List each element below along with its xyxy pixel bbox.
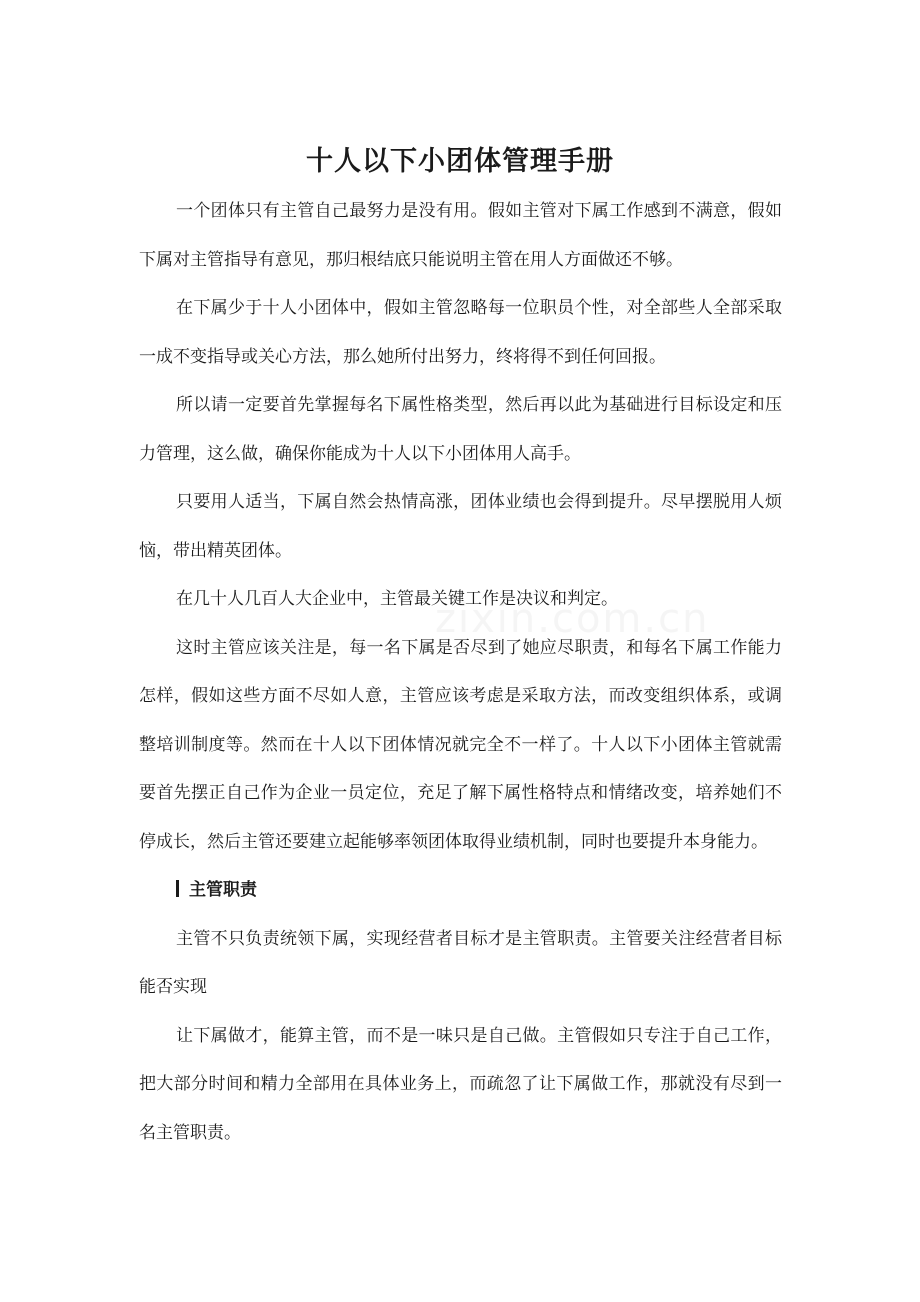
document-body [139, 187, 782, 1157]
paragraph-6: 这时主管应该关注是，每一名下属是否尽到了她应尽职责，和每名下属工作能力怎样，假如这些方面不尽如人意，主管应该考虑是采取方法，而改变组织体系，或调整培训制度等。然而在十人以下团体情况就完全不一样了。十人以下小团体主管就需要首先摆正自己作为企业一员定位，充足了解下属性格特点和情绪改变，培养她们不停成长，然后主管还要建立起能够率领团体取得业绩机制，同时也要提升本身能力。 [139, 637, 782, 852]
paragraph-3: 所以请一定要首先掌握每名下属性格类型，然后再以此为基础进行目标设定和压力管理，这么做，确保你能成为十人以下小团体用人高手。 [139, 395, 782, 464]
paragraph-8: 让下属做才，能算主管，而不是一味只是自己做。主管假如只专注于自己工作，把大部分时间和精力全部用在具体业务上，而疏忽了让下属做工作，那就没有尽到一名主管职责。 [139, 1025, 782, 1143]
paragraph-5: 在几十人几百人大企业中，主管最关键工作是决议和判定。 [176, 589, 618, 609]
heading-bar-marker [176, 880, 179, 897]
paragraph-4: 只要用人适当，下属自然会热情高涨，团体业绩也会得到提升。尽早摆脱用人烦恼，带出精英团体。 [139, 492, 782, 561]
document-title: 十人以下小团体管理手册 [306, 146, 614, 177]
section-heading [139, 866, 782, 915]
section-heading-text: 主管职责 [189, 880, 257, 900]
watermark: zixin.com.cn [435, 596, 710, 642]
paragraph-7: 主管不只负责统领下属，实现经营者目标才是主管职责。主管要关注经营者目标能否实现 [139, 928, 782, 997]
paragraph-2: 在下属少于十人小团体中，假如主管忽略每一位职员个性，对全部些人全部采取一成不变指导或关心方法，那么她所付出努力，终将得不到任何回报。 [139, 298, 782, 367]
paragraph-1: 一个团体只有主管自己最努力是没有用。假如主管对下属工作感到不满意，假如下属对主管指导有意见，那归根结底只能说明主管在用人方面做还不够。 [139, 201, 782, 270]
